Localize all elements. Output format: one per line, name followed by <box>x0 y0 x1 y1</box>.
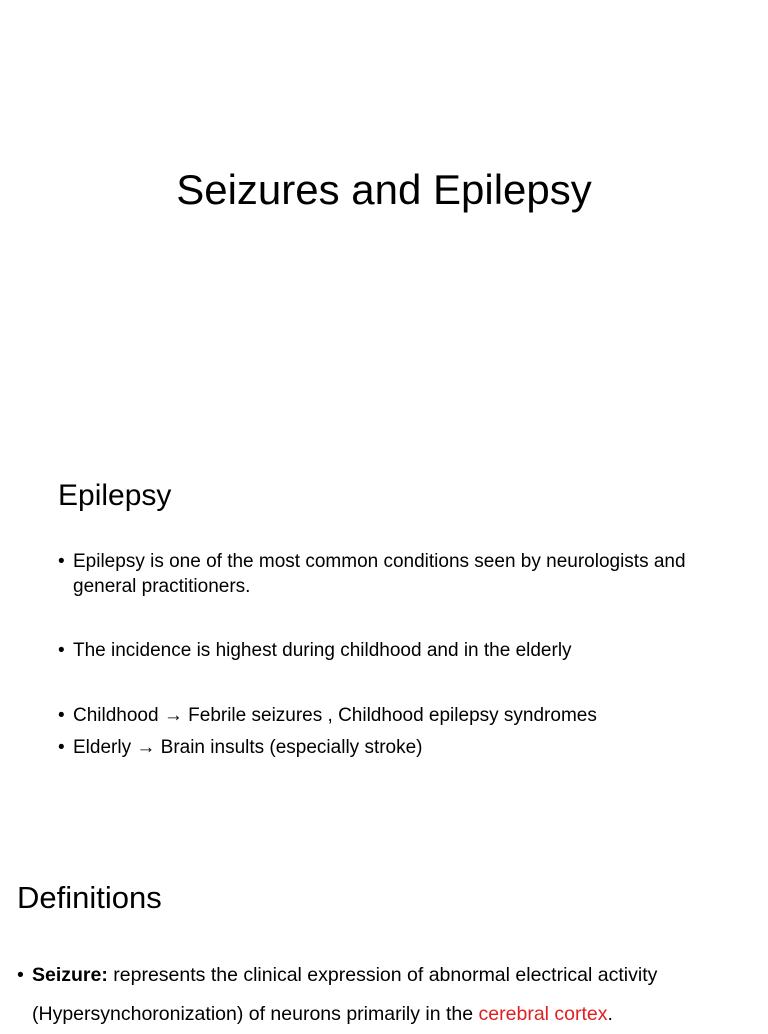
bullet-text: Febrile seizures , Childhood epilepsy syndromes <box>188 705 597 726</box>
arrow-right-icon: → <box>163 705 183 726</box>
bullet-item <box>58 703 753 728</box>
definition-text: represents the clinical expression of abnormal electrical activity (Hypersynchoronization) of neurons primarily in the <box>32 964 658 1025</box>
bullet-lead: Childhood <box>73 705 159 726</box>
bullet-icon: • <box>58 551 65 572</box>
bullet-item <box>58 638 753 663</box>
bullet-lead: Elderly <box>73 737 132 758</box>
definition-item <box>17 956 768 1034</box>
bullet-icon: • <box>58 640 65 661</box>
slide-title: Seizures and Epilepsy <box>176 166 592 213</box>
bullet-text: Epilepsy is one of the most common conditions seen by neurologists and general practitioners. <box>73 551 686 597</box>
bullet-icon: • <box>58 737 65 758</box>
epilepsy-heading: Epilepsy <box>58 479 172 512</box>
bullet-icon: • <box>17 964 24 986</box>
bullet-icon: • <box>58 705 65 726</box>
definition-term: Seizure: <box>32 964 108 986</box>
bullet-item <box>58 735 753 760</box>
bullet-item <box>58 549 713 599</box>
bullet-text: Brain insults (especially stroke) <box>160 737 423 758</box>
highlight-text: cerebral cortex <box>478 1003 608 1025</box>
definition-end: . <box>607 1003 613 1025</box>
definitions-heading: Definitions <box>17 880 162 915</box>
arrow-right-icon: → <box>136 737 156 758</box>
bullet-text: The incidence is highest during childhood and in the elderly <box>73 640 572 661</box>
